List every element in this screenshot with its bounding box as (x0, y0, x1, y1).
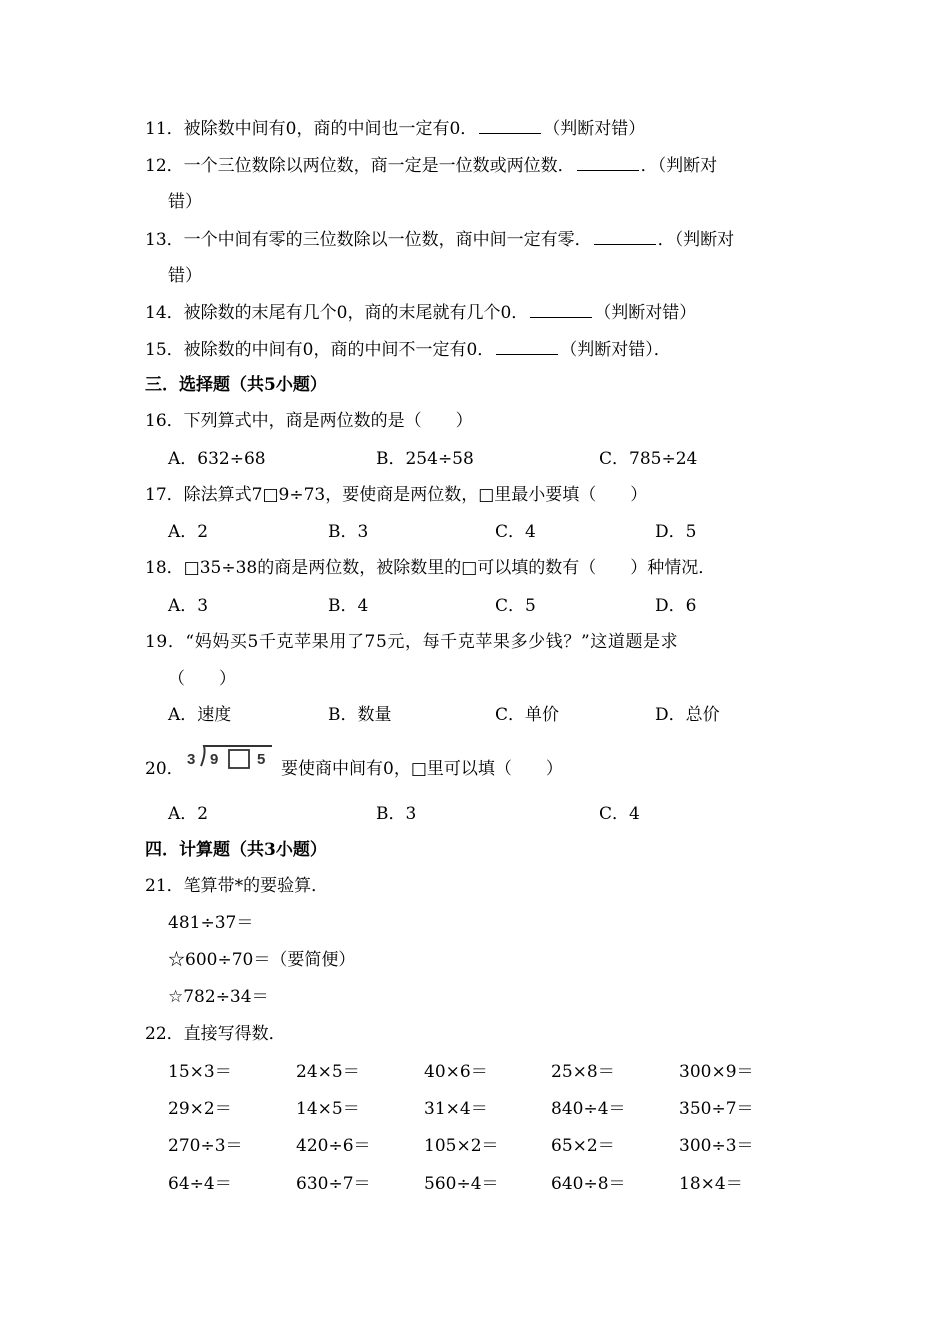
question-text: 一个三位数除以两位数，商一定是一位数或两位数． (183, 156, 575, 176)
calc-item: 64÷4＝ (168, 1174, 232, 1194)
option-d[interactable]: D．5 (655, 522, 697, 542)
question-12-continuation: 错） (168, 192, 202, 212)
calc-item: 105×2＝ (424, 1136, 499, 1156)
question-19: 19．“妈妈买5千克苹果用了75元，每千克苹果多少钱？”这道题是求 (145, 632, 679, 652)
calc-item: 40×6＝ (424, 1062, 488, 1082)
section-4-heading: 四．计算题（共3小题） (145, 840, 327, 860)
calc-item: 640÷8＝ (551, 1174, 626, 1194)
calc-item: 270÷3＝ (168, 1136, 243, 1156)
question-suffix: ．（判断对 (640, 156, 718, 176)
long-division-figure (184, 744, 276, 778)
question-20 (145, 758, 184, 780)
blank-box[interactable] (229, 750, 249, 768)
question-suffix: （判断对错） (543, 119, 646, 139)
calc-item: 630÷7＝ (296, 1174, 371, 1194)
option-d[interactable]: D．总价 (655, 705, 720, 725)
calc-item: 31×4＝ (424, 1099, 488, 1119)
question-number: 20． (145, 759, 184, 779)
calc-item: 25×8＝ (551, 1062, 615, 1082)
calc-item: 65×2＝ (551, 1136, 615, 1156)
calc-item: 14×5＝ (296, 1099, 360, 1119)
divisor-label: 3 (187, 751, 196, 768)
answer-blank[interactable] (594, 228, 656, 245)
option-c[interactable]: C．4 (599, 804, 640, 824)
calc-item: 15×3＝ (168, 1062, 232, 1082)
question-text: 被除数中间有0，商的中间也一定有0． (183, 119, 478, 139)
question-12 (145, 154, 717, 177)
calc-item: 24×5＝ (296, 1062, 360, 1082)
option-b[interactable]: B．3 (328, 522, 369, 542)
question-16: 16．下列算式中，商是两位数的是（ ） (145, 411, 473, 431)
question-number: 13． (145, 230, 184, 250)
calc-line: 481÷37＝ (168, 913, 254, 933)
option-c[interactable]: C．785÷24 (599, 449, 698, 469)
question-17: 17．除法算式7□9÷73，要使商是两位数，□里最小要填（ ） (145, 485, 648, 505)
option-b[interactable]: B．3 (376, 804, 417, 824)
question-18: 18．□35÷38的商是两位数，被除数里的□可以填的数有（ ）种情况． (145, 558, 716, 578)
question-text: 一个中间有零的三位数除以一位数，商中间一定有零． (183, 230, 592, 250)
question-number: 15． (145, 340, 184, 360)
option-a[interactable]: A．632÷68 (168, 449, 266, 469)
option-b[interactable]: B．数量 (328, 705, 392, 725)
question-text: 被除数的中间有0，商的中间不一定有0． (183, 340, 495, 360)
question-20-text: 要使商中间有0，□里可以填（ ） (281, 759, 563, 779)
dividend-digit: 5 (257, 751, 266, 768)
question-11 (145, 117, 645, 140)
calc-item: 300÷3＝ (679, 1136, 754, 1156)
option-c[interactable]: C．5 (495, 596, 536, 616)
calc-line: ☆600÷70＝（要简便） (168, 950, 356, 970)
calc-item: 18×4＝ (679, 1174, 743, 1194)
question-22: 22．直接写得数． (145, 1024, 286, 1044)
calc-line: ☆782÷34＝ (168, 987, 269, 1007)
question-13-continuation: 错） (168, 266, 202, 286)
question-19-continuation: （ ） (168, 669, 236, 689)
calc-item: 420÷6＝ (296, 1136, 371, 1156)
question-14 (145, 301, 696, 324)
calc-item: 350÷7＝ (679, 1099, 754, 1119)
calc-item: 29×2＝ (168, 1099, 232, 1119)
option-b[interactable]: B．4 (328, 596, 369, 616)
question-number: 12． (145, 156, 184, 176)
question-21: 21．笔算带*的要验算． (145, 876, 329, 896)
calc-item: 560÷4＝ (424, 1174, 499, 1194)
option-a[interactable]: A．2 (168, 804, 209, 824)
section-3-heading: 三．选择题（共5小题） (145, 375, 327, 395)
answer-blank[interactable] (479, 117, 541, 134)
question-text: 被除数的末尾有几个0，商的末尾就有几个0． (183, 303, 529, 323)
option-b[interactable]: B．254÷58 (376, 449, 474, 469)
option-a[interactable]: A．速度 (168, 705, 232, 725)
calc-item: 840÷4＝ (551, 1099, 626, 1119)
option-a[interactable]: A．2 (168, 522, 209, 542)
question-number: 11． (145, 119, 184, 139)
option-d[interactable]: D．6 (655, 596, 697, 616)
calc-item: 300×9＝ (679, 1062, 754, 1082)
option-c[interactable]: C．4 (495, 522, 536, 542)
question-suffix: （判断对错） (594, 303, 697, 323)
question-15 (145, 338, 671, 361)
answer-blank[interactable] (530, 301, 592, 318)
option-c[interactable]: C．单价 (495, 705, 560, 725)
answer-blank[interactable] (577, 154, 639, 171)
dividend-digit: 9 (210, 751, 219, 768)
option-a[interactable]: A．3 (168, 596, 209, 616)
question-suffix: ．（判断对 (657, 230, 735, 250)
question-number: 14． (145, 303, 184, 323)
question-13 (145, 228, 734, 251)
answer-blank[interactable] (496, 338, 558, 355)
question-suffix: （判断对错）． (560, 340, 671, 360)
